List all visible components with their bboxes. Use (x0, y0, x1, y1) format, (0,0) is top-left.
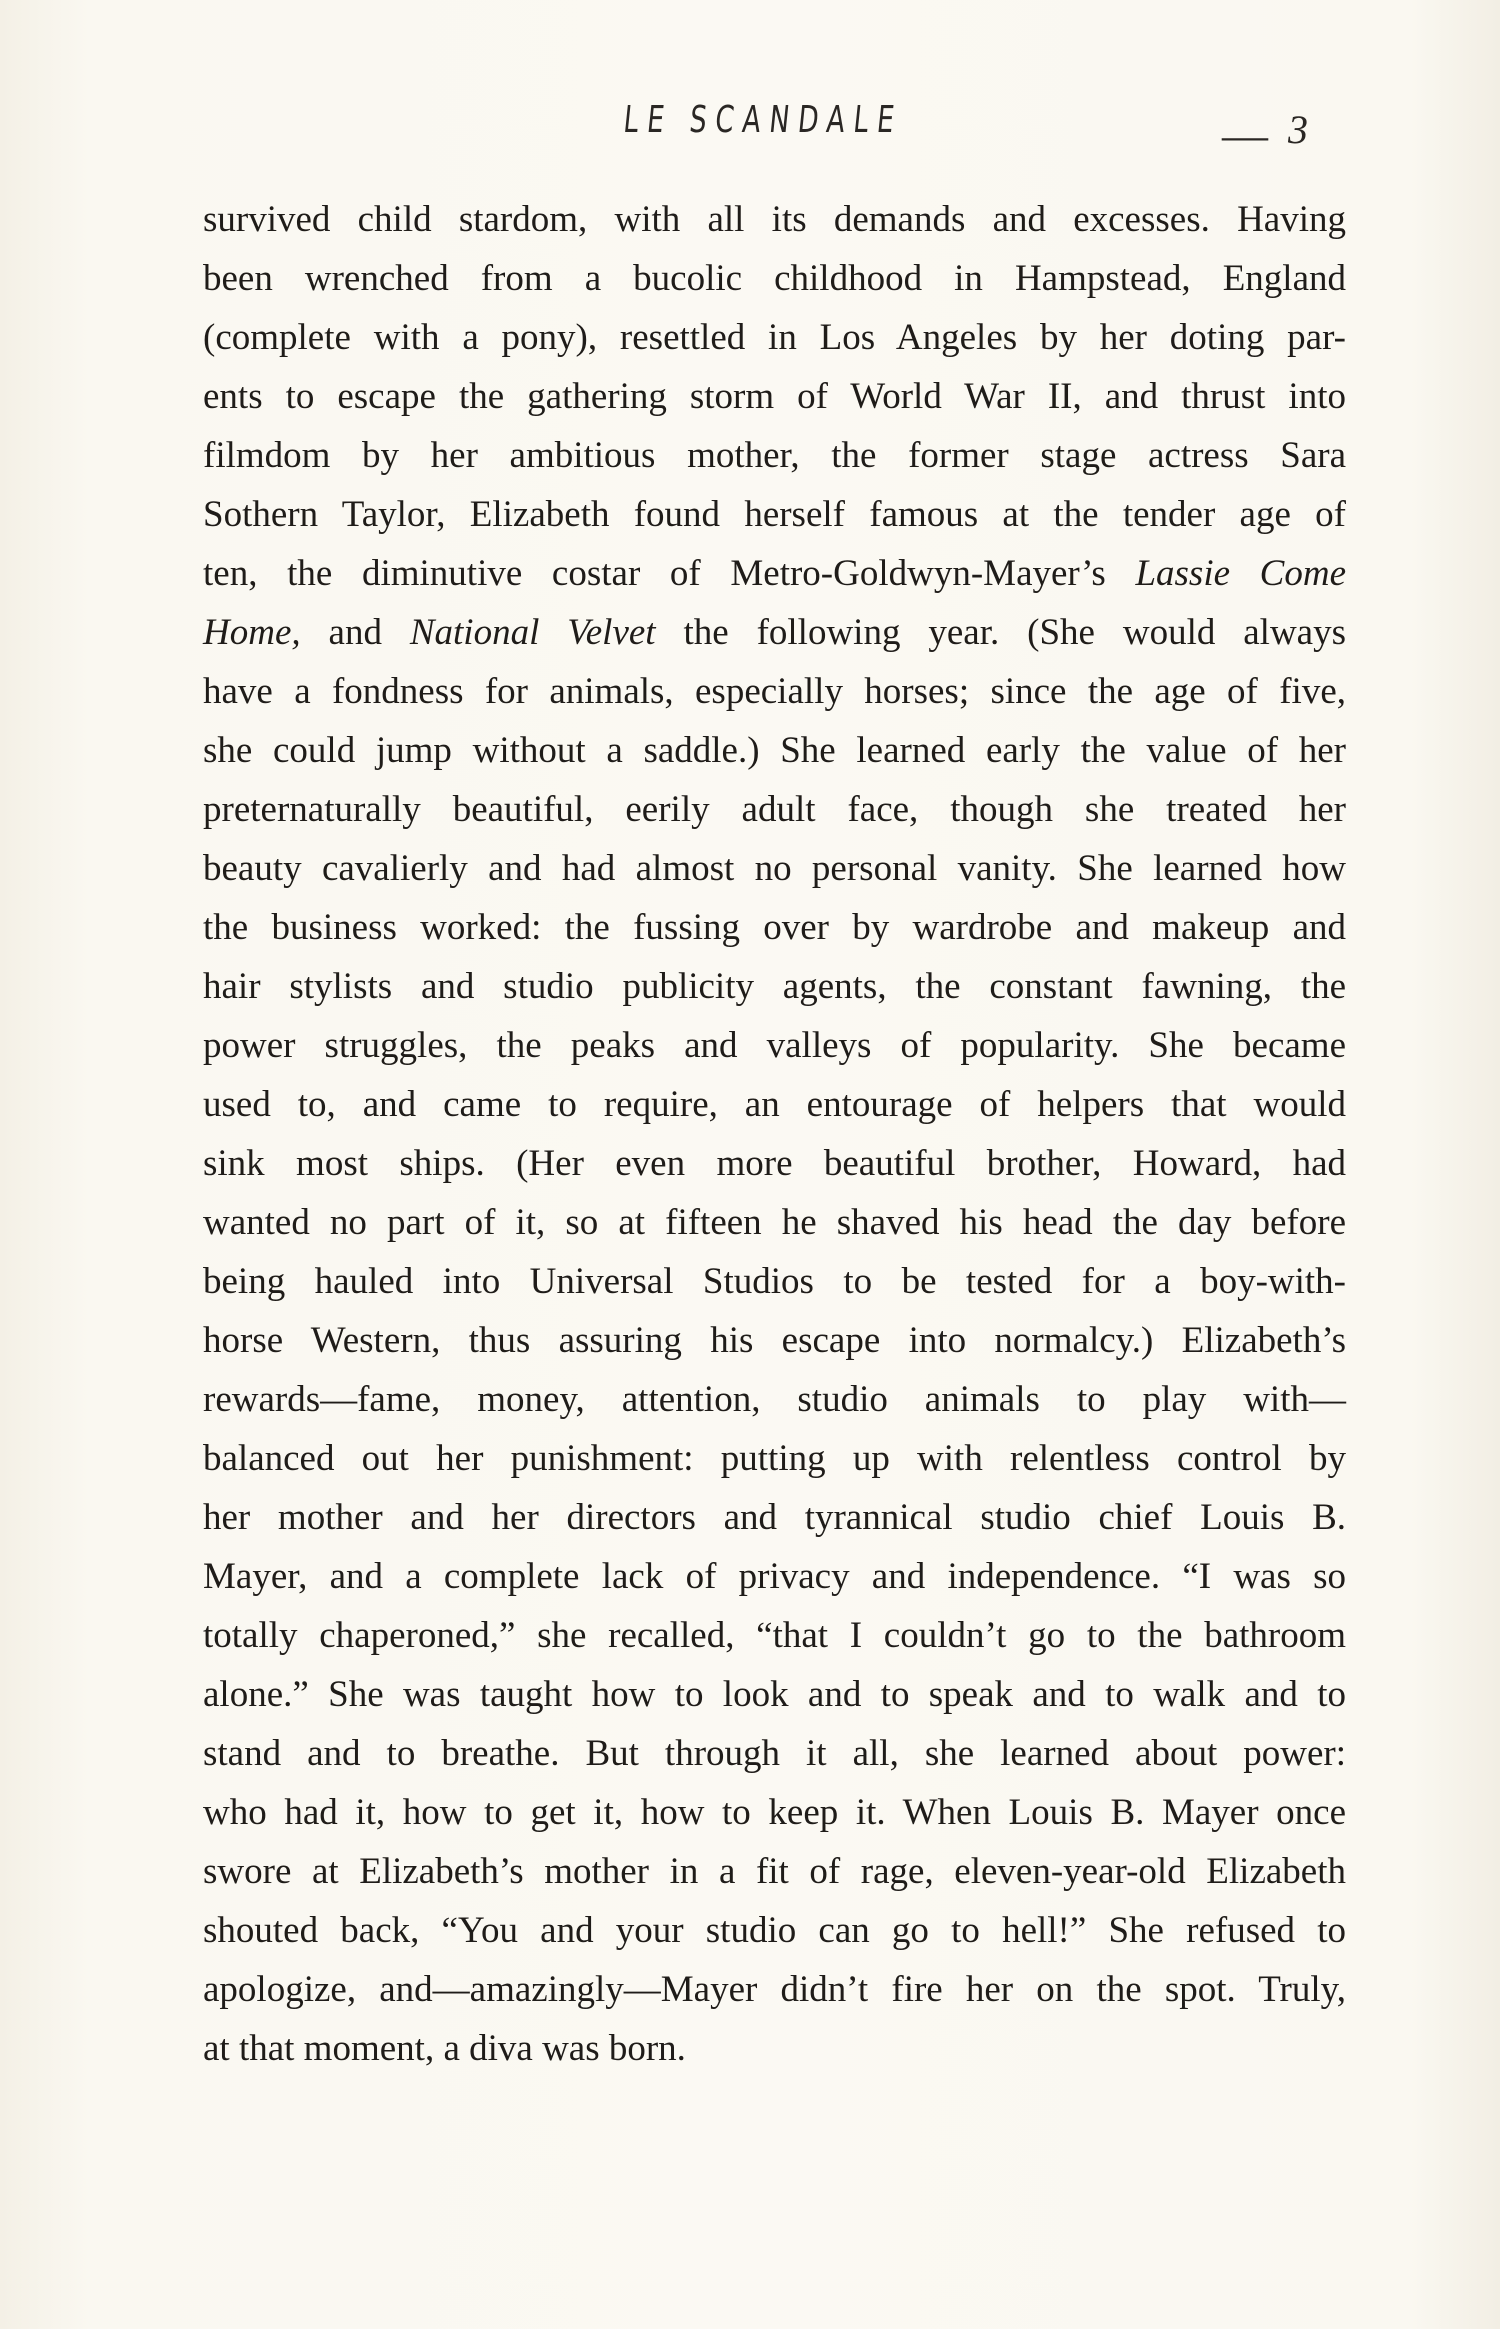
text-segment: Sothern Taylor, Elizabeth found herself famous at the tender age of (203, 494, 1346, 535)
text-segment: used to, and came to require, an entourage of helpers that would (203, 1084, 1346, 1125)
text-line (203, 485, 1346, 544)
text-line (203, 426, 1346, 485)
text-segment: preternaturally beautiful, eerily adult face, though she treated her (203, 789, 1346, 830)
text-line (203, 1842, 1346, 1901)
text-line (203, 1488, 1346, 1547)
text-line (203, 1311, 1346, 1370)
italic-title: Lassie Come (1135, 553, 1347, 594)
text-line (203, 1252, 1346, 1311)
text-segment: totally chaperoned,” she recalled, “that I couldn’t go to the bathroom (203, 1615, 1346, 1656)
text-segment: swore at Elizabeth’s mother in a fit of rage, eleven-year-old Elizabeth (203, 1851, 1346, 1892)
text-line (203, 780, 1346, 839)
text-segment: stand and to breathe. But through it all, she learned about power: (203, 1733, 1346, 1774)
text-segment: balanced out her punishment: putting up with relentless control by (203, 1438, 1346, 1479)
text-line (203, 1429, 1346, 1488)
text-segment: horse Western, thus assuring his escape into normalcy.) Elizabeth’s (203, 1320, 1346, 1361)
text-segment: alone.” She was taught how to look and to speak and to walk and to (203, 1674, 1346, 1715)
folio-dash: — (1222, 109, 1268, 160)
text-line (203, 308, 1346, 367)
italic-title: Home, (203, 612, 301, 653)
text-line (203, 367, 1346, 426)
italic-title: National Velvet (409, 612, 656, 653)
text-line (203, 1134, 1346, 1193)
text-line (203, 898, 1346, 957)
text-segment: ents to escape the gathering storm of World War II, and thrust into (203, 376, 1346, 417)
text-segment: filmdom by her ambitious mother, the former stage actress Sara (203, 435, 1346, 476)
text-line (203, 1606, 1346, 1665)
text-line (203, 721, 1346, 780)
text-line (203, 957, 1346, 1016)
text-line (203, 1783, 1346, 1842)
text-segment: beauty cavalierly and had almost no personal vanity. She learned how (203, 848, 1346, 889)
text-line (203, 544, 1346, 603)
text-line (203, 1075, 1346, 1134)
page-number: 3 (1288, 107, 1308, 152)
text-segment: her mother and her directors and tyrannical studio chief Louis B. (203, 1497, 1346, 1538)
text-segment: and (300, 612, 410, 653)
text-segment: shouted back, “You and your studio can go to hell!” She refused to (203, 1910, 1346, 1951)
text-segment: sink most ships. (Her even more beautiful brother, Howard, had (203, 1143, 1346, 1184)
text-segment: being hauled into Universal Studios to be tested for a boy-with- (203, 1261, 1346, 1302)
text-segment: apologize, and—amazingly—Mayer didn’t fire her on the spot. Truly, (203, 1969, 1346, 2010)
text-segment: the business worked: the fussing over by wardrobe and makeup and (203, 907, 1346, 948)
text-line (203, 1370, 1346, 1429)
text-segment: she could jump without a saddle.) She learned early the value of her (203, 730, 1346, 771)
text-segment: (complete with a pony), resettled in Los Angeles by her doting par- (203, 317, 1346, 358)
text-segment: the following year. (She would always (655, 612, 1346, 653)
text-line (203, 1016, 1346, 1075)
text-segment: who had it, how to get it, how to keep it. When Louis B. Mayer once (203, 1792, 1346, 1833)
text-segment: rewards—fame, money, attention, studio animals to play with— (203, 1379, 1346, 1420)
text-segment: hair stylists and studio publicity agents, the constant fawning, the (203, 966, 1346, 1007)
text-segment: Mayer, and a complete lack of privacy and independence. “I was so (203, 1556, 1346, 1597)
text-line (203, 1665, 1346, 1724)
running-head: LE SCANDALE (621, 98, 905, 141)
text-segment: wanted no part of it, so at fifteen he shaved his head the day before (203, 1202, 1346, 1243)
body-paragraph (203, 190, 1346, 2078)
text-line (203, 1724, 1346, 1783)
text-line (203, 2019, 1346, 2078)
text-segment: power struggles, the peaks and valleys of popularity. She became (203, 1025, 1346, 1066)
text-segment: at that moment, a diva was born. (203, 2028, 686, 2069)
text-segment: been wrenched from a bucolic childhood in Hampstead, England (203, 258, 1346, 299)
text-segment: survived child stardom, with all its demands and excesses. Having (203, 199, 1346, 240)
text-segment: ten, the diminutive costar of Metro-Goldwyn-Mayer’s (203, 553, 1136, 594)
text-line (203, 839, 1346, 898)
text-line (203, 603, 1346, 662)
text-line (203, 249, 1346, 308)
text-line (203, 662, 1346, 721)
text-segment: have a fondness for animals, especially horses; since the age of five, (203, 671, 1346, 712)
text-line (203, 1901, 1346, 1960)
text-line (203, 1547, 1346, 1606)
text-line (203, 1960, 1346, 2019)
text-line (203, 190, 1346, 249)
text-line (203, 1193, 1346, 1252)
